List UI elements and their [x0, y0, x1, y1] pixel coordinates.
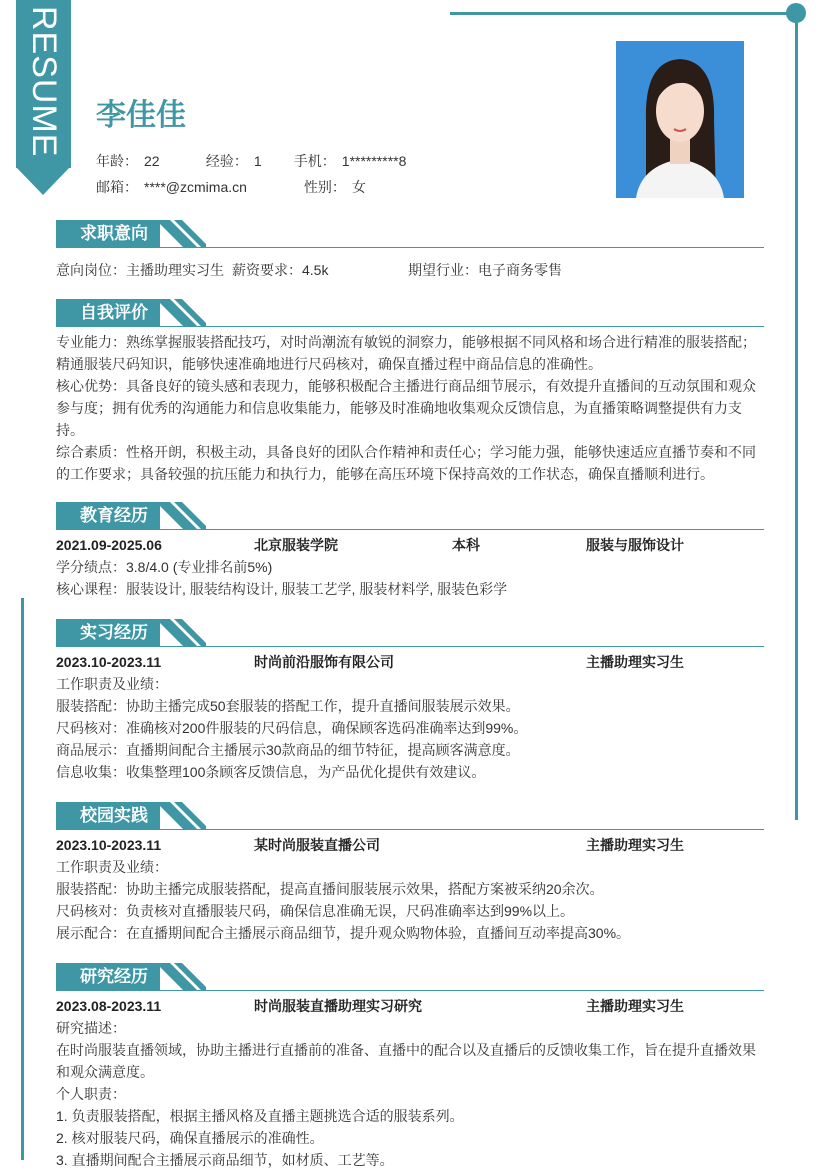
section-header — [56, 502, 764, 530]
research-date: 2023.08-2023.11 — [56, 998, 162, 1014]
research-line: 2. 核对服装尺码，确保直播展示的准确性。 — [56, 1130, 324, 1146]
section-title: 实习经历 — [56, 619, 160, 647]
edu-major: 服装与服饰设计 — [586, 537, 684, 553]
intent-position: 意向岗位：主播助理实习生 — [56, 262, 224, 278]
research-line: 1. 负责服装搭配，根据主播风格及直播主题挑选合适的服装系列。 — [56, 1108, 464, 1124]
edu-line: 核心课程：服装设计, 服装结构设计, 服装工艺学, 服装材料学, 服装色彩学 — [56, 581, 508, 597]
stripes-icon — [156, 963, 206, 991]
section-title: 自我评价 — [56, 299, 160, 327]
intent-industry: 期望行业：电子商务零售 — [408, 262, 562, 278]
resume-tag-text: RESUME — [25, 6, 63, 158]
intern-line: 服装搭配：协助主播完成50套服装的搭配工作，提升直播间服装展示效果。 — [56, 698, 520, 714]
gender-value: 女 — [351, 179, 366, 195]
section-internship — [56, 619, 764, 783]
phone-value: 1*********8 — [341, 153, 407, 169]
research-line: 研究描述： — [56, 1020, 126, 1036]
phone-label: 手机： — [293, 153, 336, 169]
intern-line: 商品展示：直播期间配合主播展示30款商品的细节特征，提高顾客满意度。 — [56, 742, 520, 758]
intern-line: 工作职责及业绩： — [56, 676, 168, 692]
email-value: ****@zcmima.cn — [144, 179, 247, 195]
section-intent — [56, 220, 764, 281]
exp-label: 经验： — [205, 153, 248, 169]
section-research — [56, 963, 764, 1171]
stripes-icon — [156, 619, 206, 647]
profile-photo — [616, 41, 744, 198]
research-title: 时尚服装直播助理实习研究 — [254, 998, 422, 1014]
section-education — [56, 502, 764, 600]
edu-degree: 本科 — [452, 537, 480, 553]
section-self-eval — [56, 299, 764, 485]
campus-line: 服装搭配：协助主播完成服装搭配，提高直播间服装展示效果，搭配方案被采纳20余次。 — [56, 881, 604, 897]
section-title: 研究经历 — [56, 963, 160, 991]
self-eval-para: 核心优势：具备良好的镜头感和表现力，能够积极配合主播进行商品细节展示，有效提升直播间的互动氛围和观众参与度；拥有优秀的沟通能力和信息收集能力，能够及时准确地收集观众反馈信息，为直播策略调整提供有力支持。 — [56, 378, 756, 438]
campus-role: 主播助理实习生 — [586, 837, 684, 853]
intern-line: 信息收集：收集整理100条顾客反馈信息，为产品优化提供有效建议。 — [56, 764, 486, 780]
section-header — [56, 299, 764, 327]
intern-date: 2023.10-2023.11 — [56, 654, 162, 670]
campus-header-row — [56, 834, 764, 856]
intern-role: 主播助理实习生 — [586, 654, 684, 670]
research-line: 3. 直播期间配合主播展示商品细节，如材质、工艺等。 — [56, 1152, 394, 1168]
intent-salary: 薪资要求：4.5k — [232, 262, 329, 278]
edu-line: 学分绩点：3.8/4.0 (专业排名前5%) — [56, 559, 273, 575]
campus-line: 尺码核对：负责核对直播服装尺码，确保信息准确无误，尺码准确率达到99%以上。 — [56, 903, 575, 919]
section-title: 教育经历 — [56, 502, 160, 530]
self-eval-para: 专业能力：熟练掌握服装搭配技巧，对时尚潮流有敏锐的洞察力，能够根据不同风格和场合进行精准的服装搭配；精通服装尺码知识，能够快速准确地进行尺码核对，确保直播过程中商品信息的准确性。 — [56, 334, 756, 372]
campus-org: 某时尚服装直播公司 — [254, 837, 380, 853]
section-title: 校园实践 — [56, 802, 160, 830]
stripes-icon — [156, 220, 206, 248]
research-line: 个人职责： — [56, 1086, 126, 1102]
info-row-1 — [96, 151, 406, 171]
campus-line: 工作职责及业绩： — [56, 859, 168, 875]
edu-header-row — [56, 534, 764, 556]
section-title: 求职意向 — [56, 220, 160, 248]
age-label: 年龄： — [96, 153, 138, 169]
stripes-icon — [156, 802, 206, 830]
stripes-icon — [156, 299, 206, 327]
self-eval-para: 综合素质：性格开朗，积极主动，具备良好的团队合作精神和责任心；学习能力强，能够快速适应直播节奏和不同的工作要求；具备较强的抗压能力和执行力，能够在高压环境下保持高效的工作状态，确保直播顺利进行。 — [56, 444, 756, 482]
decor-top-line — [450, 12, 796, 15]
decor-left-line — [21, 598, 24, 1160]
campus-date: 2023.10-2023.11 — [56, 837, 162, 853]
section-header — [56, 802, 764, 830]
edu-school: 北京服装学院 — [254, 537, 338, 553]
email-label: 邮箱： — [96, 179, 138, 195]
intern-line: 尺码核对：准确核对200件服装的尺码信息，确保顾客选码准确率达到99%。 — [56, 720, 528, 736]
age-value: 22 — [144, 153, 160, 169]
research-header-row — [56, 995, 764, 1017]
exp-value: 1 — [253, 153, 262, 169]
research-line: 在时尚服装直播领域，协助主播进行直播前的准备、直播中的配合以及直播后的反馈收集工作，旨在提升直播效果和观众满意度。 — [56, 1042, 756, 1080]
section-header — [56, 963, 764, 991]
intern-org: 时尚前沿服饰有限公司 — [254, 654, 394, 670]
info-row-2 — [96, 177, 366, 197]
campus-line: 展示配合：在直播期间配合主播展示商品细节，提升观众购物体验，直播间互动率提高30%。 — [56, 925, 631, 941]
stripes-icon — [156, 502, 206, 530]
decor-right-line — [795, 13, 798, 820]
gender-label: 性别： — [303, 179, 346, 195]
resume-tag-arrow — [16, 167, 70, 195]
intern-header-row — [56, 651, 764, 673]
section-header — [56, 619, 764, 647]
section-campus — [56, 802, 764, 944]
section-header — [56, 220, 764, 248]
research-role: 主播助理实习生 — [586, 998, 684, 1014]
edu-date: 2021.09-2025.06 — [56, 537, 162, 553]
candidate-name: 李佳佳 — [96, 99, 186, 132]
